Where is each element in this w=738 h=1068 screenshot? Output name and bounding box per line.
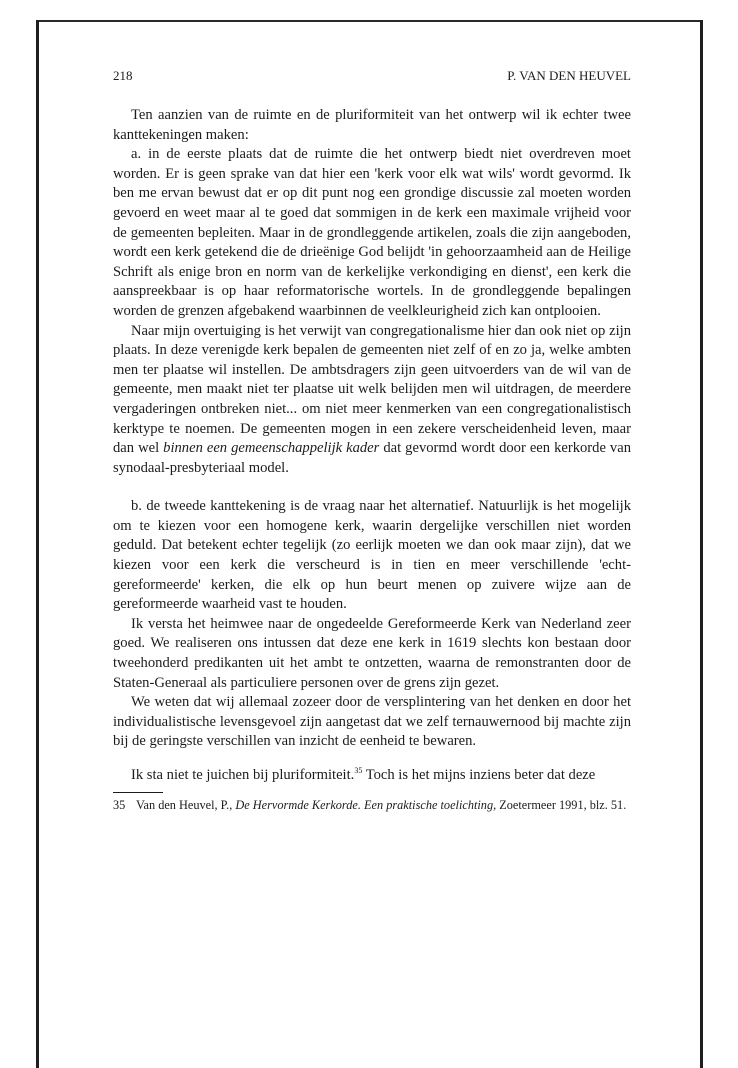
text-run: Toch is het mijns inziens beter dat deze — [362, 767, 596, 783]
page-content — [113, 66, 631, 813]
page-number: 218 — [113, 68, 133, 83]
paragraph-homesickness: Ik versta het heimwee naar de ongedeelde Gereformeerde Kerk van Nederland zeer goed. We realiseren ons intussen dat deze ene kerk in 1619 slechts kon bestaan door tweehonderd predikanten uit het ambt te ontzetten, waarna de remonstranten door de Staten-Generaal als particuliere personen over de grens zijn gezet. — [113, 615, 631, 691]
scan-border-right — [700, 20, 703, 1068]
paragraph-congregationalism — [113, 322, 631, 479]
paragraph-point-b: b. de tweede kanttekening is de vraag naar het alternatief. Natuurlijk is het mogelijk om te kiezen voor een homogene kerk, waarin dergelijke verschillen niet worden geduld. Dat betekent echter tegelijk (zo eerlijk moeten we dan ook maar zijn), dat we kiezen voor een kerk die verscheurd is in tien en meer verschillende 'echt-gereformeerde' kerken, die elk op hun beurt menen op zuivere wijze aan de gereformeerde waarheid vast te houden. — [113, 498, 631, 613]
footnote — [113, 798, 631, 814]
running-header — [113, 66, 631, 86]
footnote-rule — [113, 792, 163, 793]
footnote-author: Van den Heuvel, P., — [136, 797, 236, 812]
text-run: Ik sta niet te juichen bij pluriformiteit. — [131, 767, 355, 783]
paragraph-pluriformity — [113, 766, 631, 786]
text-run: dat gevormd wordt door een kerkorde van synodaal-presbyteriaal model. — [113, 440, 631, 476]
footnote-text — [136, 798, 631, 814]
emphasis-text: binnen een gemeenschappelijk kader — [163, 440, 380, 457]
scan-border-top — [36, 20, 703, 22]
running-title: P. VAN DEN HEUVEL — [507, 68, 631, 83]
footnote-number: 35 — [113, 797, 126, 812]
paragraph-fragmentation: We weten dat wij allemaal zozeer door de versplintering van het denken en door het individualistische levensgevoel zijn aangetast dat we zelf ternauwernood bij machte zijn bij de geringste verschillen van inzicht de eenheid te bewaren. — [113, 694, 631, 750]
footnote-title: De Hervormde Kerkorde. Een praktische toelichting — [235, 797, 494, 812]
footnote-details: , Zoetermeer 1991, blz. 51. — [493, 797, 627, 812]
text-run: Naar mijn overtuiging is het verwijt van congregationalisme hier dan ook niet op zijn plaats. In deze verenigde kerk bepalen de gemeenten niet zelf of en zo ja, welke ambten men ter plaatse wil instellen. De ambtsdragers zijn geen uitvoerders van de wil van de gemeente, men maakt niet ter plaatse uit welk belijden men wil uitdragen, de meerdere vergaderingen ontbreken niet... om niet meer kenmerken van een congregationalistisch kerktype te noemen. De gemeenten mogen in een zekere verscheidenheid leven, maar dan wel — [113, 322, 631, 457]
paragraph-intro: Ten aanzien van de ruimte en de pluriformiteit van het ontwerp wil ik echter twee kanttekeningen maken: — [113, 107, 631, 143]
scan-border-left — [36, 20, 39, 1068]
paragraph-point-a: a. in de eerste plaats dat de ruimte die het ontwerp biedt niet overdreven moet worden. Er is geen sprake van dat hier een 'kerk voor elk wat wils' wordt gevormd. Ik ben me ervan bewust dat er op dit punt nog een grondige discussie zal moeten worden gevoerd en weet maar al te goed dat sommigen in de kerk een maximale vrijheid voor de gemeenten bepleiten. Maar in de grondleggende artikelen, zoals die zijn aangeboden, wordt een kerk getekend die de drieënige God belijdt 'in gehoorzaamheid aan de Heilige Schrift als enige bron en norm van de kerkelijke verkondiging en dienst', een kerk die aanspreekbaar is op haar reformatorische wortels. In de grondleggende bepalingen worden de grenzen afgebakend waarbinnen de veelkleurigheid zich kan ontplooien. — [113, 146, 631, 319]
footnote-reference[interactable]: 35 — [354, 766, 363, 776]
